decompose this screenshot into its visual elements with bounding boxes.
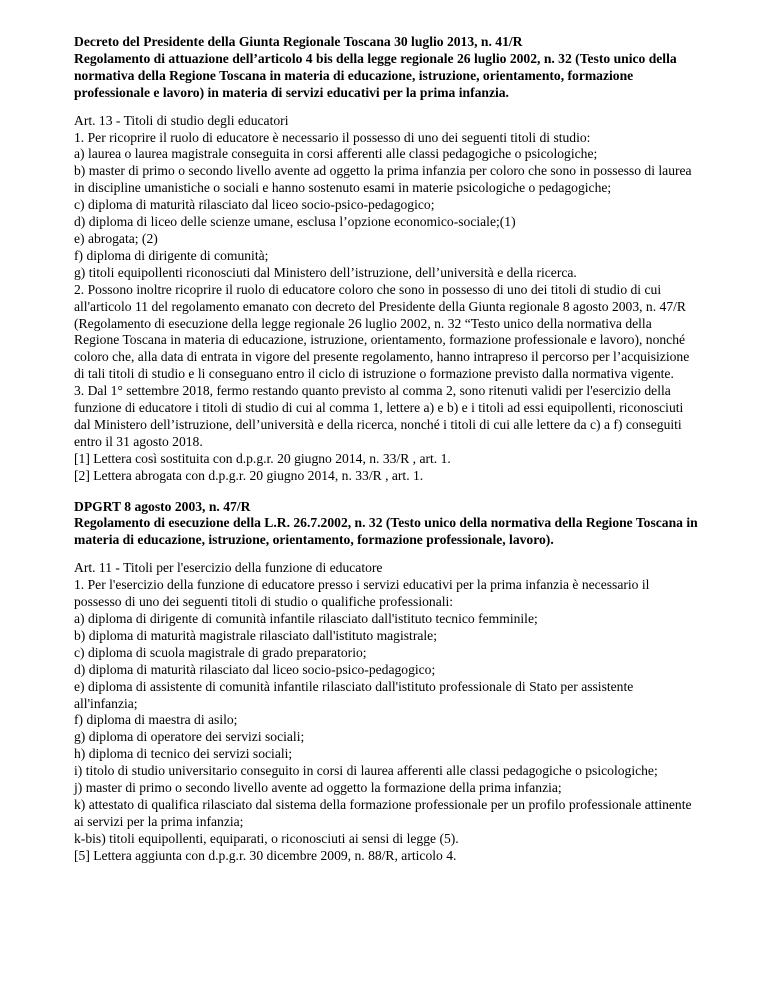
- article-11-item-b: b) diploma di maturità magistrale rilasciato dall'istituto magistrale;: [74, 627, 437, 643]
- footnote-2: [2] Lettera abrogata con d.p.g.r. 20 giugno 2014, n. 33/R , art. 1.: [74, 467, 424, 483]
- article-13-item-g: g) titoli equipollenti riconosciuti dal Ministero dell’istruzione, dell’università e della ricerca.: [74, 264, 577, 280]
- article-11-item-d: d) diploma di maturità rilasciato dal liceo socio-psico-pedagogico;: [74, 661, 436, 677]
- article-11-item-a: a) diploma di dirigente di comunità infantile rilasciato dall'istituto tecnico femminile;: [74, 611, 538, 626]
- decree-2013-heading: [74, 34, 698, 102]
- article-13-paragraph-2: 2. Possono inoltre ricoprire il ruolo di educatore coloro che sono in possesso di uno dei titoli di studio di cui all'articolo 11 del regolamento emanato con decreto del Presidente della Giunta regionale 8 agosto 2003, n. 47/R (Regolamento di esecuzione della legge regionale 26 luglio 2002, n. 32 “Testo unico della normativa della Regione Toscana in materia di educazione, istruzione, orientamento, formazione professionale e lavoro), nonché coloro che, alla data di entrata in vigore del presente regolamento, hanno intrapreso il percorso per l’acquisizione di tali titoli di studio e li conseguano entro il ciclo di istruzione o formazione previsto dalla normativa vigente.: [74, 281, 690, 382]
- dpgrt-2003-title: DPGRT 8 agosto 2003, n. 47/R: [74, 498, 251, 514]
- article-11-item-i: i) titolo di studio universitario conseguito in corsi di laurea afferenti alle classi pedagogiche o psicologiche;: [74, 763, 658, 779]
- decree-2013-subtitle: Regolamento di attuazione dell’articolo 4 bis della legge regionale 26 luglio 2002, n. 32 (Testo unico della normativa della Regione Toscana in materia di educazione, istruzione, orientamento, formazione professionale e lavoro) in materia di servizi educativi per la prima infanzia.: [74, 50, 677, 100]
- article-11-paragraph-1: 1. Per l'esercizio della funzione di educatore presso i servizi educativi per la prima infanzia è necessario il possesso di uno dei seguenti titoli di studio o qualifiche professionali:: [74, 577, 650, 610]
- article-13-item-c: c) diploma di maturità rilasciato dal liceo socio-psico-pedagogico;: [74, 197, 435, 213]
- dpgrt-2003-body: [74, 560, 698, 864]
- article-11-item-c: c) diploma di scuola magistrale di grado preparatorio;: [74, 644, 367, 660]
- article-11-item-e: e) diploma di assistente di comunità infantile rilasciato dall'istituto professionale di Stato per assistente all'infanzia;: [74, 678, 634, 711]
- decree-2013-section: [74, 34, 698, 485]
- article-13-item-f: f) diploma di dirigente di comunità;: [74, 247, 269, 263]
- decree-2013-title: Decreto del Presidente della Giunta Regionale Toscana 30 luglio 2013, n. 41/R: [74, 34, 523, 49]
- article-11-item-h: h) diploma di tecnico dei servizi sociali;: [74, 746, 293, 762]
- decree-2013-body: [74, 113, 698, 485]
- article-13-item-b: b) master di primo o secondo livello avente ad oggetto la prima infanzia per coloro che sono in possesso di laurea in discipline umanistiche o sociali e hanno sostenuto esami in materie psicologiche o pedagogiche;: [74, 163, 692, 196]
- article-11-item-k: k) attestato di qualifica rilasciato dal sistema della formazione professionale per un profilo professionale attinente ai servizi per la prima infanzia;: [74, 796, 692, 829]
- dpgrt-2003-section: [74, 499, 698, 865]
- article-11-item-g: g) diploma di operatore dei servizi sociali;: [74, 729, 305, 745]
- article-11-item-k-bis: k-bis) titoli equipollenti, equiparati, o riconosciuti ai sensi di legge (5).: [74, 830, 459, 846]
- dpgrt-2003-heading: [74, 499, 698, 550]
- article-13-title: Art. 13 - Titoli di studio degli educatori: [74, 112, 289, 128]
- article-13-item-e: e) abrogata; (2): [74, 230, 158, 246]
- article-11-title: Art. 11 - Titoli per l'esercizio della funzione di educatore: [74, 560, 383, 576]
- dpgrt-2003-subtitle: Regolamento di esecuzione della L.R. 26.7.2002, n. 32 (Testo unico della normativa della Regione Toscana in materia di educazione, istruzione, orientamento, formazione professionale, lavoro).: [74, 515, 698, 548]
- footnote-1: [1] Lettera così sostituita con d.p.g.r. 20 giugno 2014, n. 33/R , art. 1.: [74, 450, 451, 466]
- article-13-item-d: d) diploma di liceo delle scienze umane, esclusa l’opzione economico-sociale;(1): [74, 214, 516, 230]
- article-13-paragraph-1: 1. Per ricoprire il ruolo di educatore è necessario il possesso di uno dei seguenti titoli di studio:: [74, 129, 591, 145]
- article-11-item-f: f) diploma di maestra di asilo;: [74, 712, 238, 728]
- article-13-item-a: a) laurea o laurea magistrale conseguita in corsi afferenti alle classi pedagogiche o psicologiche;: [74, 146, 598, 162]
- footnote-5: [5] Lettera aggiunta con d.p.g.r. 30 dicembre 2009, n. 88/R, articolo 4.: [74, 847, 457, 863]
- article-13-paragraph-3: 3. Dal 1° settembre 2018, fermo restando quanto previsto al comma 2, sono ritenuti validi per l'esercizio della funzione di educatore i titoli di studio di cui al comma 1, lettere a) e b) e i titoli ad essi equipollenti, riconosciuti dal Ministero dell’istruzione, dell’università e della ricerca, nonché i titoli di cui alle lettere da c) a f) conseguiti entro il 31 agosto 2018.: [74, 383, 684, 449]
- article-11-item-j: j) master di primo o secondo livello avente ad oggetto la formazione della prima infanzia;: [74, 780, 562, 796]
